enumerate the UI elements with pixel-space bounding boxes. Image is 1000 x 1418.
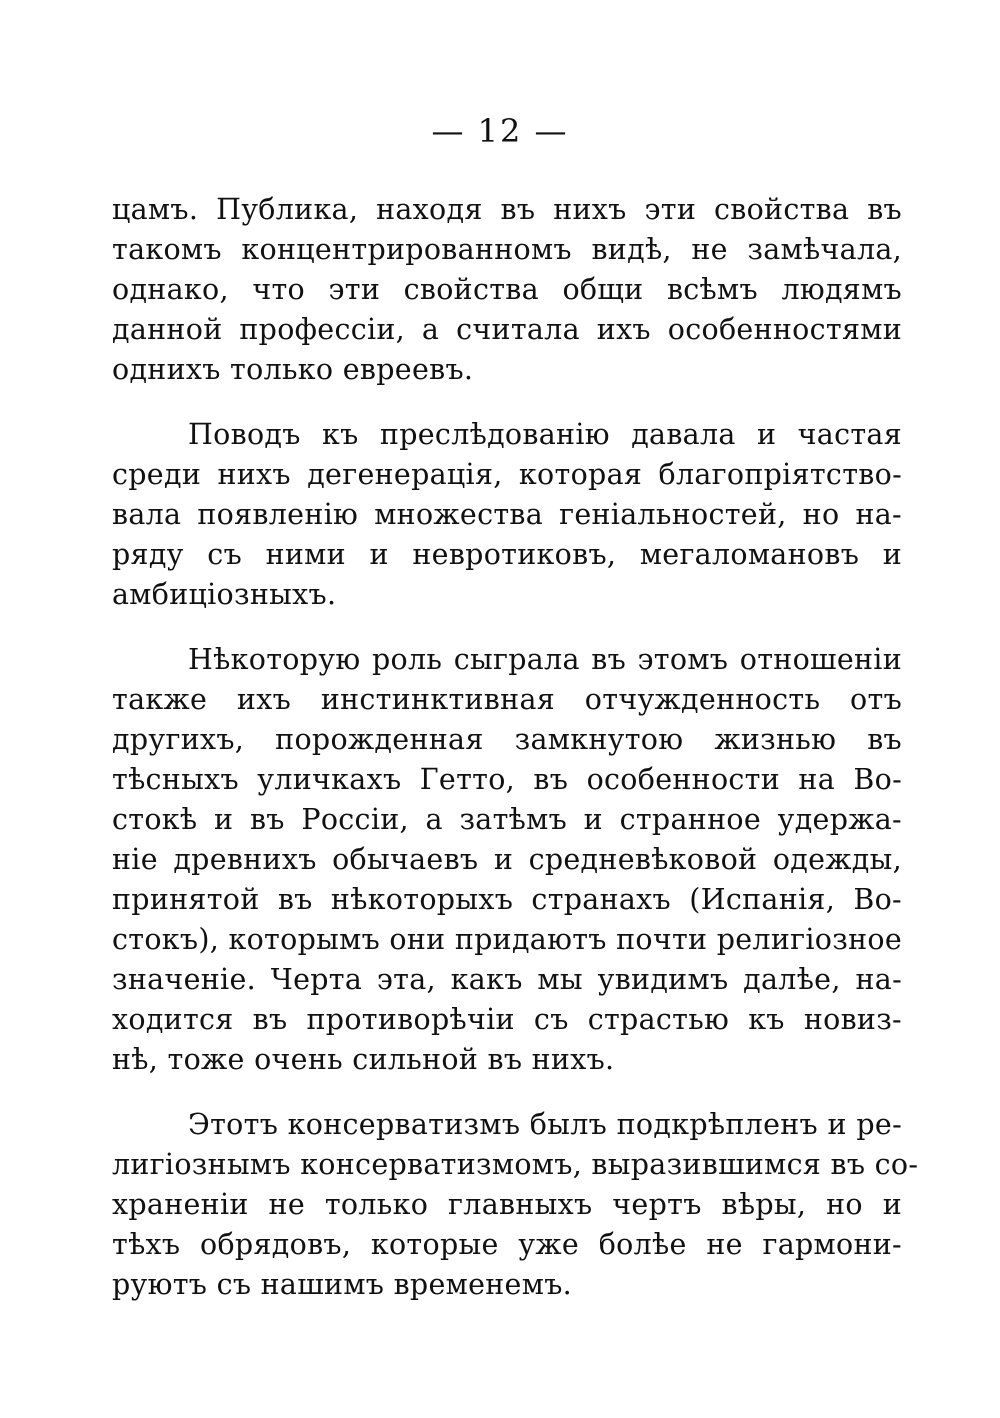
- text-line: цамъ. Публика, находя въ нихъ эти свойства въ: [112, 193, 902, 226]
- text-line: храненіи не только главныхъ чертъ вѣры, но и: [112, 1188, 902, 1221]
- text-line: ніе древнихъ обычаевъ и средневѣковой одежды,: [112, 843, 902, 876]
- text-line: другихъ, порожденная замкнутою жизнью въ: [112, 723, 902, 756]
- text-line: вала появленію множества геніальностей, но на-: [112, 498, 902, 531]
- text-line: однако, что эти свойства общи всѣмъ людямъ: [112, 273, 902, 306]
- text-line: стокъ), которымъ они придаютъ почти религіозное: [112, 923, 902, 956]
- paragraph-4: [112, 1105, 919, 1305]
- text-line: руютъ съ нашимъ временемъ.: [112, 1268, 572, 1301]
- text-line: амбиціозныхъ.: [112, 578, 337, 611]
- page-number: — 12 —: [431, 112, 569, 150]
- paragraph-1: [112, 190, 902, 390]
- text-line: стокѣ и въ Россіи, а затѣмъ и странное удержа-: [112, 803, 902, 836]
- paragraph-2: [112, 415, 902, 615]
- text-line: ряду съ ними и невротиковъ, мегаломановъ и: [112, 538, 902, 571]
- body-text: [112, 190, 919, 1330]
- text-line: данной профессіи, а считала ихъ особенностями: [112, 313, 902, 346]
- paragraph-3: [112, 640, 902, 1080]
- text-line: ходится въ противорѣчіи съ страстью къ новиз-: [112, 1003, 902, 1036]
- text-line: значеніе. Черта эта, какъ мы увидимъ далѣе, на-: [112, 963, 902, 996]
- text-line: однихъ только евреевъ.: [112, 353, 474, 386]
- text-line: лигіознымъ консерватизмомъ, выразившимся въ со-: [112, 1148, 919, 1181]
- text-line: также ихъ инстинктивная отчужденность отъ: [112, 683, 902, 716]
- text-line: принятой въ нѣкоторыхъ странахъ (Испанія, Во-: [112, 883, 902, 916]
- text-line: Нѣкоторую роль сыграла въ этомъ отношеніи: [188, 643, 902, 676]
- text-line: тѣсныхъ уличкахъ Гетто, въ особенности на Во-: [112, 763, 902, 796]
- text-line: тѣхъ обрядовъ, которые уже болѣе не гармони-: [112, 1228, 902, 1261]
- text-line: среди нихъ дегенерація, которая благопріятство-: [112, 458, 902, 491]
- text-line: Этотъ консерватизмъ былъ подкрѣпленъ и ре-: [188, 1108, 902, 1141]
- text-line: такомъ концентрированномъ видѣ, не замѣчала,: [112, 233, 902, 266]
- text-line: Поводъ къ преслѣдованію давала и частая: [188, 418, 902, 451]
- text-line: нѣ, тоже очень сильной въ нихъ.: [112, 1043, 615, 1076]
